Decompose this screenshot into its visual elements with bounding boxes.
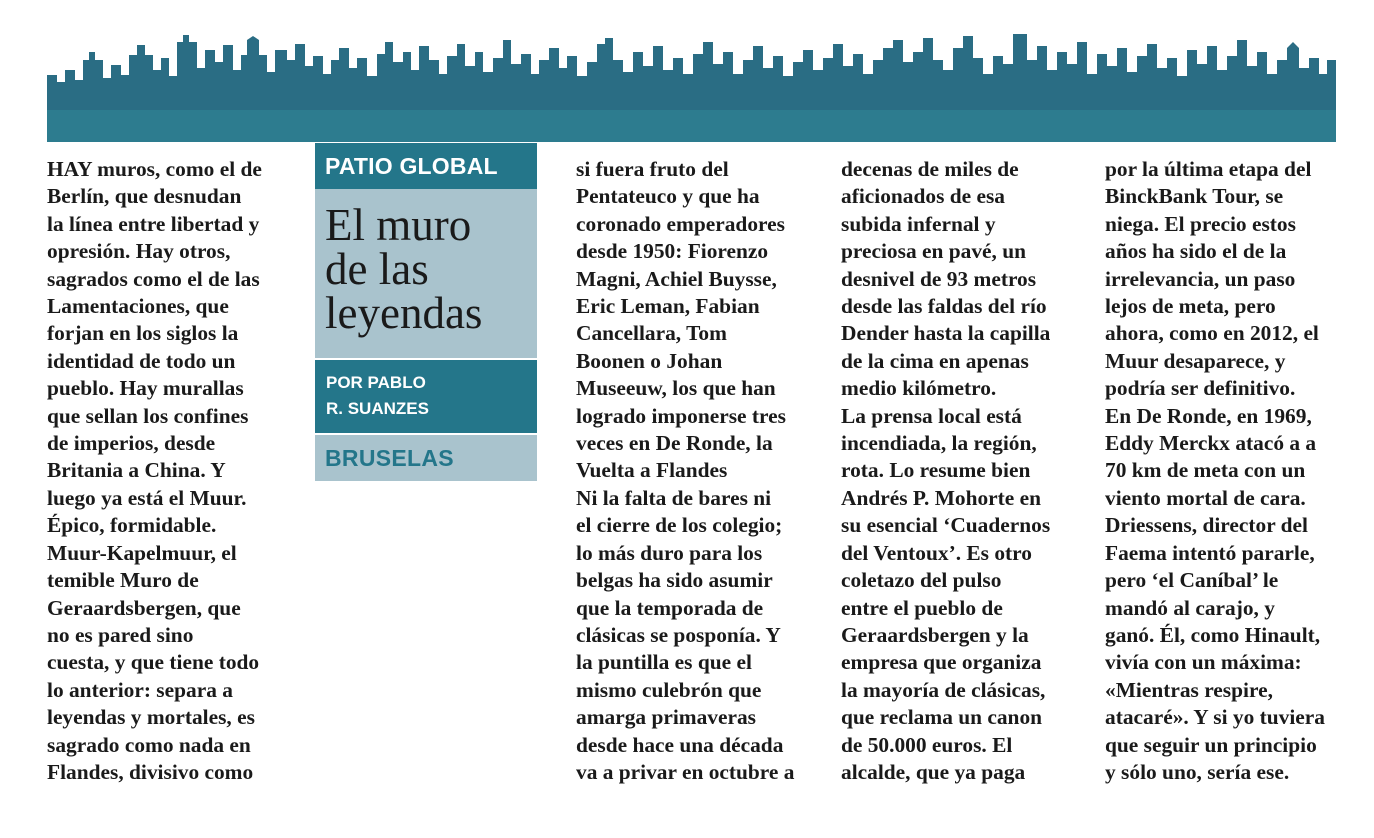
section-label: PATIO GLOBAL [315, 143, 537, 189]
skyline-silhouette [47, 34, 1336, 110]
article-column-4: decenas de miles de aficionados de esa subida infernal y preciosa en pavé, un desnivel de 93 metros desde las faldas del río Dender hasta la capilla de la cima en apenas medio kilómetro. La prensa local está incendiada, la región, rota. Lo resume bien Andrés P. Mohorte en su esencial ‘Cuadernos del Ventoux’. Es otro coletazo del pulso entre el pueblo de Geraardsbergen y la empresa que organiza la mayoría de clásicas, que reclama un canon de 50.000 euros. El alcalde, que ya paga [841, 157, 1051, 784]
headline: El muro de las leyendas [315, 189, 537, 358]
article-column-5: por la última etapa del BinckBank Tour, se niega. El precio estos años ha sido el de la irrelevancia, un paso lejos de meta, pero ahora, como en 2012, el Muur desaparece, y podría ser definitivo. En De Ronde, en 1969, Eddy Merckx atacó a a 70 km de meta con un viento mortal de cara. Driessens, director del Faema intentó pararle, pero ‘el Caníbal’ le mandó al carajo, y ganó. Él, como Hinault, vivía con un máxima: «Mientras respire, atacaré». Y si yo tuviera que seguir un principio y sólo uno, sería ese. [1105, 157, 1325, 784]
article-column-3: si fuera fruto del Pentateuco y que ha coronado emperadores desde 1950: Fiorenzo Magni, Achiel Buysse, Eric Leman, Fabian Cancellara, Tom Boonen o Johan Museeuw, los que han logrado imponerse tres veces en De Ronde, la Vuelta a Flandes Ni la falta de bares ni el cierre de los colegio; lo más duro para los belgas ha sido asumir que la temporada de clásicas se posponía. Y la puntilla es que el mismo culebrón que amarga primaveras desde hace una década va a privar en octubre a [576, 157, 795, 784]
dateline-location: BRUSELAS [315, 435, 537, 481]
banner-band [47, 110, 1336, 142]
article-column-1: HAY muros, como el de Berlín, que desnudan la línea entre libertad y opresión. Hay otros, sagrados como el de las Lamentaciones, que forjan en los siglos la identidad de todo un pueblo. Hay murallas que sellan los confines de imperios, desde Britania a China. Y luego ya está el Muur. Épico, formidable. Muur-Kapelmuur, el temible Muro de Geraardsbergen, que no es pared sino cuesta, y que tiene todo lo anterior: separa a leyendas y mortales, es sagrado como nada en Flandes, divisivo como [47, 157, 262, 784]
city-skyline-banner [47, 30, 1336, 142]
byline: POR PABLO R. SUANZES [315, 360, 537, 433]
